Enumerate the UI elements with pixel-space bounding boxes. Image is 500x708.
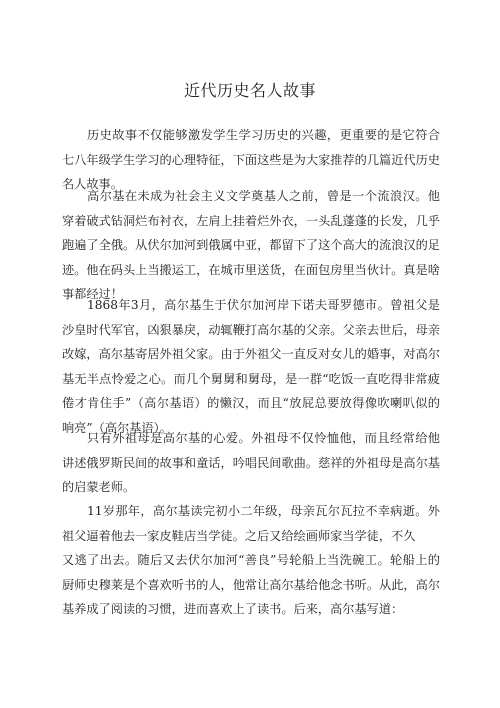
paragraph-ship: 又逃了出去。随后又去伏尔加河“善良”号轮船上当洗碗工。轮船上的厨师史穆莱是个喜欢听书的人，他常让高尔基给他念书听。从此，高尔基养成了阅读的习惯，进而喜欢上了读书。后来，高尔基写道： — [62, 553, 440, 616]
paragraph-vagrant: 高尔基在未成为社会主义文学奠基人之前，曾是一个流浪汉。他穿着破式钻洞烂布衬衣，左肩上挂着烂外衣，一头乱蓬蓬的长发，几乎跑遍了全俄。从伏尔加河到俄属中亚，都留下了这个高大的流浪汉的足迹。他在码头上当搬运工，在城市里送货，在面包房里当伙计。真是啥事都经过！ — [62, 189, 440, 301]
paragraph-birth: 1868年3月，高尔基生于伏尔加河岸下诺夫哥罗德市。曾祖父是沙皇时代军官，凶狠暴戾，动辄鞭打高尔基的父亲。父亲去世后，母亲改嫁，高尔基寄居外祖父家。由于外祖父一直反对女儿的婚事，对高尔基无半点怜爱之心。而几个舅舅和舅母，是一群“吃饭一直吃得非常疲倦才肯住手”（高尔基语）的懒汉，而且“放屁总要放得像吹喇叭似的响亮”（高尔基语）。 — [62, 298, 440, 435]
paragraph-apprentice: 11岁那年，高尔基读完初小二年级，母亲瓦尔瓦拉不幸病逝。外祖父逼着他去一家皮鞋店当学徒。之后又给绘画师家当学徒，不久 — [62, 504, 440, 543]
paragraph-grandmother: 只有外祖母是高尔基的心爱。外祖母不仅怜恤他，而且经常给他讲述俄罗斯民间的故事和童话，吟唱民间歌曲。慈祥的外祖母是高尔基的启蒙老师。 — [62, 431, 440, 494]
paragraph-intro: 历史故事不仅能够激发学生学习历史的兴趣，更重要的是它符合七八年级学生学习的心理特征，下面这些是为大家推荐的几篇近代历史名人故事。 — [62, 128, 440, 191]
page-title: 近代历史名人故事 — [183, 81, 316, 100]
